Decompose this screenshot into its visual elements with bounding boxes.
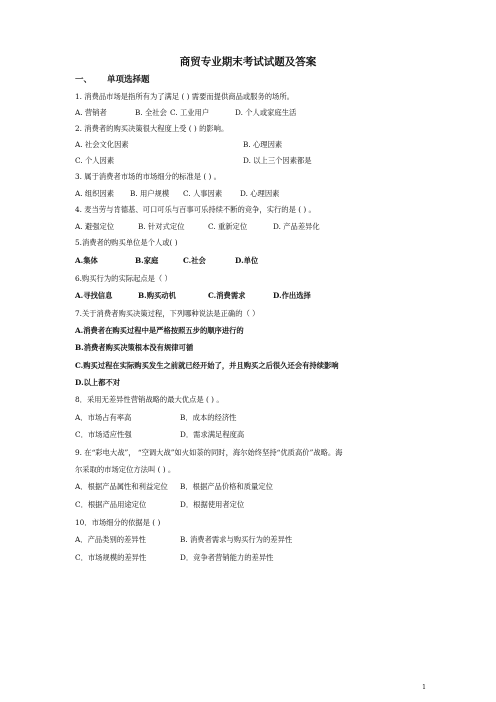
answer-option: B．成本的经济性 xyxy=(180,413,237,422)
answer-option: C. 重新定位 xyxy=(208,222,248,231)
answer-option: D．竞争者营销能力的差异性 xyxy=(180,553,274,562)
question-text: 1. 消费品市场是指所有为了满足 ( ) 需要而提供商品或服务的场所。 xyxy=(75,92,294,101)
answer-option: B.购买动机 xyxy=(138,291,176,300)
answer-option: D. 心理因素 xyxy=(240,189,280,198)
answer-option: A．市场占有率高 xyxy=(75,413,132,422)
answer-option: C. 个人因素 xyxy=(75,156,115,165)
answer-option: A.寻找信息 xyxy=(75,291,113,300)
page-title: 商贸专业期末考试试题及答案 xyxy=(179,56,317,68)
question-text: 5.消费者的购买单位是个人或( ) xyxy=(75,238,178,247)
section-heading xyxy=(75,73,150,85)
answer-option: C．市场规模的差异性 xyxy=(75,553,147,562)
answer-option: A. 避强定位 xyxy=(75,222,115,231)
question-text: A.消费者在购买过程中是严格按照五步的顺序进行的 xyxy=(75,326,244,335)
answer-option: A. 营销者 xyxy=(75,108,107,117)
answer-option: B. 心理因素 xyxy=(243,140,283,149)
answer-option: C．根据产品用途定位 xyxy=(75,500,147,509)
question-text: 4. 麦当劳与肯德基、可口可乐与百事可乐持续不断的竞争，实行的是 ( ) 。 xyxy=(75,205,316,214)
section-number: 一、 xyxy=(75,75,93,85)
answer-option: D．根据使用者定位 xyxy=(180,500,245,509)
answer-option: C. 人事因素 xyxy=(183,189,223,198)
answer-option: A．根据产品属性和利益定位 xyxy=(75,482,168,491)
question-text: B.消费者购买决策根本没有规律可循 xyxy=(75,343,194,352)
answer-option: C. 工业用户 xyxy=(170,108,210,117)
answer-option: D. 产品差异化 xyxy=(273,222,320,231)
question-text: 6.购买行为的实际起点是（ ） xyxy=(75,274,172,283)
answer-option: A.集体 xyxy=(75,256,98,265)
answer-option: B. 全社会 xyxy=(135,108,167,117)
question-text: 7.关于消费者购买决策过程，下列哪种说法是正确的（ ） xyxy=(75,309,260,318)
question-text: 尔采取的市场定位方法叫 ( ) 。 xyxy=(75,465,176,474)
question-text: 2. 消费者的购买决策很大程度上受 ( ) 的影响。 xyxy=(75,124,229,133)
answer-option: C.消费需求 xyxy=(208,291,246,300)
answer-option: A. 社会文化因素 xyxy=(75,140,129,149)
answer-option: B. 针对式定位 xyxy=(138,222,185,231)
answer-option: B.家庭 xyxy=(135,256,159,265)
question-text: 9. 在“彩电大战”， “空调大战”如火如荼的同时，海尔始终坚持“优质高价”战略。海 xyxy=(75,448,343,457)
answer-option: B. 消费者需求与购买行为的差异性 xyxy=(180,535,293,544)
answer-option: C．市场适应性强 xyxy=(75,430,132,439)
question-text: 8．采用无差异性营销战略的最大优点是 ( ) 。 xyxy=(75,395,224,404)
answer-option: B．根据产品价格和质量定位 xyxy=(180,482,273,491)
answer-option: A．产品类别的差异性 xyxy=(75,535,146,544)
question-text: C.购买过程在实际购买发生之前就已经开始了，并且购买之后很久还会有持续影响 xyxy=(75,361,339,370)
page-number: 1 xyxy=(422,684,426,691)
answer-option: D．需求满足程度高 xyxy=(180,430,245,439)
question-text: D.以上都不对 xyxy=(75,378,121,387)
answer-option: D.作出选择 xyxy=(273,291,311,300)
answer-option: A. 组织因素 xyxy=(75,189,115,198)
answer-option: D.单位 xyxy=(235,256,259,265)
question-text: 10．市场细分的依据是 ( ) xyxy=(75,518,161,527)
question-text: 3. 属于消费者市场的市场细分的标准是 ( ) 。 xyxy=(75,172,221,181)
answer-option: B. 用户规模 xyxy=(130,189,170,198)
answer-option: C.社会 xyxy=(183,256,206,265)
answer-option: D. 个人或家庭生活 xyxy=(235,108,297,117)
answer-option: D. 以上三个因素都是 xyxy=(243,156,312,165)
section-label: 单项选择题 xyxy=(107,75,150,85)
